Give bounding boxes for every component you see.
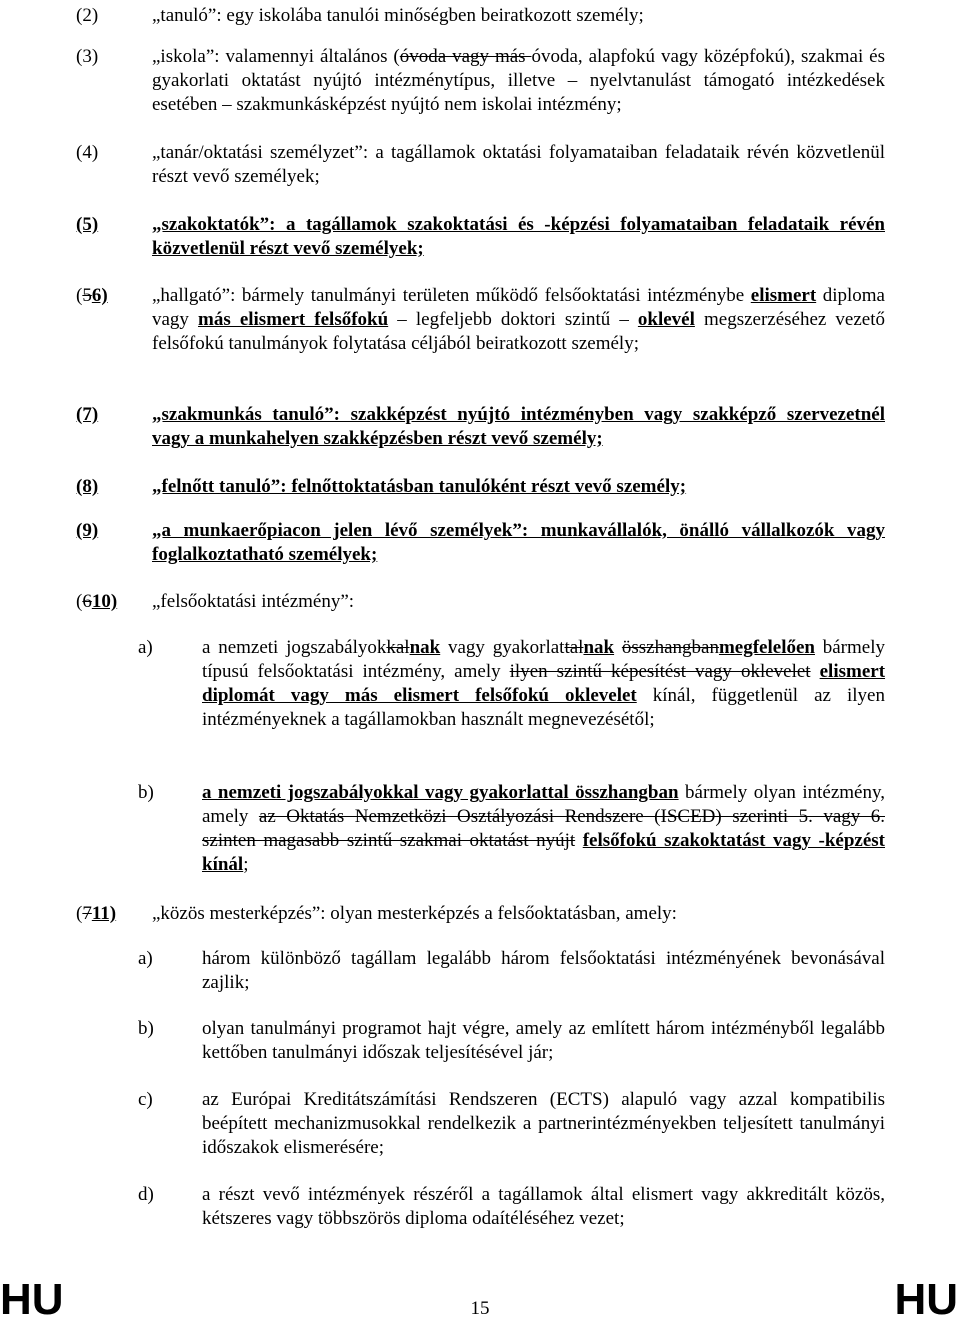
inserted-text: nak [409, 637, 441, 658]
text-run: a nemzeti jogszabályok [202, 637, 387, 658]
item-letter: b) [138, 1018, 154, 1039]
text-run [575, 830, 583, 851]
inserted-text: a nemzeti jogszabályokkal vagy gyakorlattal összhangban [202, 782, 679, 803]
subitem-text [202, 1088, 885, 1160]
definition-text [152, 284, 885, 356]
definition-text [152, 403, 885, 451]
inserted-text: 10) [91, 591, 118, 612]
deleted-text: 5 [82, 285, 92, 306]
subitem-text [202, 636, 885, 732]
text-run: ; [243, 854, 249, 875]
item-number: (9) [76, 520, 99, 541]
inserted-text: „szakmunkás tanuló”: szakképzést nyújtó intézményben vagy szakképző szervezetnél vagy a munkahelyen szakképzésben részt vevő személy; [152, 404, 885, 449]
definition-text [152, 475, 885, 499]
text-run: „tanuló”: egy iskolába tanulói minőségben beiratkozott személy; [152, 5, 644, 26]
deleted-text: ilyen szintű képesítést vagy oklevelet [509, 661, 811, 682]
item-number [76, 590, 117, 614]
text-run: vagy gyakorlat [440, 637, 565, 658]
item-number: (4) [76, 142, 99, 163]
subitem-text [202, 947, 885, 995]
inserted-text: 6) [91, 285, 108, 306]
text-run: három különböző tagállam legalább három felsőoktatási intézményének bevonásával zajlik; [202, 948, 885, 993]
subitem-text [202, 1183, 885, 1231]
text-run: „iskola”: valamennyi általános ( [152, 46, 400, 67]
text-run: olyan tanulmányi programot hajt végre, amely az említett három intézményből legalább kettőben tanulmányi időszak teljesítésével jár; [202, 1018, 885, 1063]
subitem-text [202, 1017, 885, 1065]
text-run: „tanár/oktatási személyzet”: a tagállamok oktatási folyamataiban feladataik révén közvetlenül részt vevő személyek; [152, 142, 885, 187]
definition-text [152, 213, 885, 261]
definition-text [152, 141, 885, 189]
inserted-text: elismert diplomát vagy más elismert felsőfokú oklevelet [202, 661, 886, 706]
definition-text [152, 45, 885, 117]
inserted-text: „a munkaerőpiacon jelen lévő személyek”: munkavállalók, önálló vállalkozók vagy foglalkoztatható személyek; [152, 520, 885, 565]
text-run: „hallgató”: bármely tanulmányi területen működő felsőoktatási intézménybe [152, 285, 751, 306]
item-letter: a) [138, 637, 153, 658]
item-number: (7) [76, 404, 99, 425]
text-run: óvoda, alapfokú vagy középfokú), szakmai és gyakorlati oktatást nyújtó intézménytípus, illetve – nyelvtanulást támogató intézkedések esetében – szakmunkásképzést nyújtó nem iskolai intézmény; [152, 46, 885, 115]
inserted-text: 11) [91, 903, 117, 924]
text-run: bármely típusú felsőoktatási intézmény, amely [202, 637, 886, 682]
page-number: 15 [470, 1298, 490, 1319]
text-run: ( [76, 903, 83, 924]
text-run: a részt vevő intézmények részéről a tagállamok által elismert vagy akkreditált közös, kétszeres vagy többszörös diploma odaítéléséhez vezet; [202, 1184, 885, 1229]
item-number [76, 284, 108, 308]
deleted-text: 7 [82, 903, 92, 924]
deleted-text: összhangban [621, 637, 719, 658]
subitem-text [202, 781, 885, 877]
text-run [614, 637, 622, 658]
item-number: (2) [76, 5, 99, 26]
footer-language-code-left: HU [0, 1275, 64, 1324]
inserted-text: más elismert felsőfokú [198, 309, 389, 330]
item-letter: d) [138, 1184, 154, 1205]
definition-text [152, 4, 885, 28]
text-run: bármely olyan intézmény, amely [202, 782, 885, 827]
deleted-text: kal [386, 637, 410, 658]
item-number: (8) [76, 476, 99, 497]
inserted-text: „szakoktatók”: a tagállamok szakoktatási és -képzési folyamataiban feladataik révén közvetlenül részt vevő személyek; [152, 214, 885, 259]
definition-text [152, 590, 885, 614]
definition-text [152, 519, 885, 567]
item-letter: c) [138, 1089, 153, 1110]
item-number [76, 902, 116, 926]
item-letter: b) [138, 782, 154, 803]
inserted-text: elismert [750, 285, 817, 306]
item-number: (3) [76, 46, 99, 67]
text-run: – legfeljebb doktori szintű – [388, 309, 638, 330]
item-number: (5) [76, 214, 99, 235]
text-run: kínál, függetlenül az ilyen intézményeknek a tagállamokban használt megnevezésétől; [202, 685, 885, 730]
footer-language-code-right: HU [894, 1275, 958, 1324]
deleted-text: tal [564, 637, 584, 658]
inserted-text: „felnőtt tanuló”: felnőttoktatásban tanulóként részt vevő személy; [152, 476, 687, 497]
deleted-text: 6 [82, 591, 92, 612]
inserted-text: nak [583, 637, 615, 658]
text-run [811, 661, 820, 682]
text-run: az Európai Kreditátszámítási Rendszeren (ECTS) alapuló vagy azzal kompatibilis beépített mechanizmusokkal rendelkezik a partnerintézményekben teljesített tanulmányi időszakok elismerésére; [202, 1089, 885, 1158]
deleted-text: óvoda vagy más [399, 46, 532, 67]
definition-text [152, 902, 885, 926]
item-letter: a) [138, 948, 153, 969]
text-run: megszerzéséhez vezető felsőfokú tanulmányok folytatása céljából beiratkozott személy; [152, 309, 885, 354]
inserted-text: oklevél [637, 309, 695, 330]
inserted-text: felsőfokú szakoktatást vagy -képzést kínál [202, 830, 885, 875]
text-run: „közös mesterképzés”: olyan mesterképzés a felsőoktatásban, amely: [152, 903, 677, 924]
deleted-text: az Oktatás Nemzetközi Osztályozási Rendszere (ISCED) szerinti 5. vagy 6. szinten magasabb szintű szakmai oktatást nyújt [202, 806, 885, 851]
text-run: ( [76, 285, 83, 306]
text-run: ( [76, 591, 83, 612]
text-run: „felsőoktatási intézmény”: [152, 591, 355, 612]
text-run: diploma vagy [152, 285, 885, 330]
inserted-text: megfelelően [718, 637, 815, 658]
